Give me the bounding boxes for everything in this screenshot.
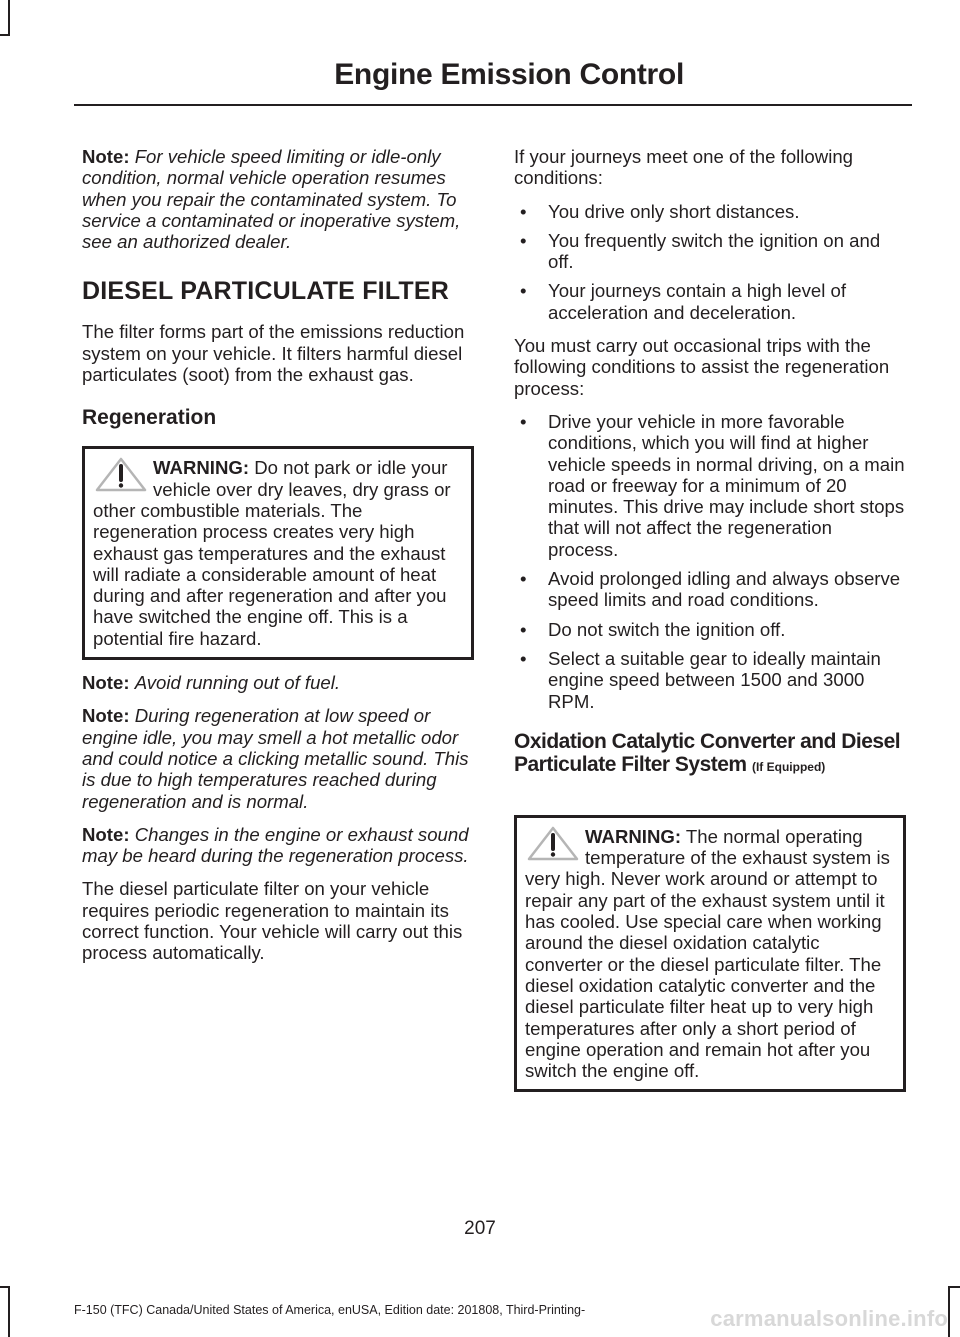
subsection-title: Oxidation Catalytic Converter and Diesel Particulate Filter System [514, 729, 901, 776]
bullet-glyph: • [520, 618, 527, 640]
page-number: 207 [464, 1218, 496, 1239]
list-item [514, 280, 906, 323]
subsection-regeneration: Regeneration [82, 406, 217, 430]
bullet-glyph: • [520, 647, 527, 669]
crop-mark [948, 1286, 960, 1288]
watermark: carmanualsonline.info [710, 1306, 948, 1331]
note-label: Note: [82, 146, 130, 167]
crop-mark [0, 34, 10, 36]
note-text: Changes in the engine or exhaust sound may be heard during the regeneration process. [82, 823, 469, 867]
list-item [514, 648, 906, 712]
bullet-glyph: • [520, 200, 527, 222]
warning-label: WARNING: [585, 825, 682, 847]
conditions-intro: If your journeys meet one of the following conditions: [514, 146, 854, 189]
list-item-text: You frequently switch the ignition on and off. [548, 229, 881, 273]
note-sound [82, 824, 474, 867]
list-item-text: Avoid prolonged idling and always observe speed limits and road conditions. [548, 568, 901, 611]
bullet-glyph: • [520, 568, 527, 590]
warning-text: The normal operating temperature of the exhaust system is very high. Never work around or attempt to repair any part of the exhaust system until it has cooled. Use special care when working around the diesel oxidation catalytic converter or the diesel particulate filter. The diesel oxidation catalytic converter and the diesel particulate filter heat up to very high temperatures after only a short period of engine operation and remain hot after you switch the engine off. [525, 825, 890, 1082]
header-divider [74, 104, 912, 106]
page-header-title: Engine Emission Control [334, 58, 684, 91]
note-odor [82, 705, 474, 811]
warning-label: WARNING: [153, 457, 250, 479]
list-item [514, 411, 906, 560]
note-label: Note: [82, 705, 130, 727]
crop-mark [0, 1286, 10, 1288]
list-item [514, 619, 906, 640]
list-item-text: Your journeys contain a high level of acceleration and deceleration. [548, 280, 847, 323]
list-item-text: Drive your vehicle in more favorable conditions, which you will find at higher vehicle speeds in normal driving, on a main road or freeway for a minimum of 20 minutes. This drive may include short stops that will not affect the regeneration process. [548, 410, 905, 560]
note-fuel [82, 672, 474, 693]
list-item [514, 568, 906, 611]
warning-triangle-icon [93, 457, 149, 493]
list-item [514, 201, 906, 222]
crop-mark [8, 1286, 10, 1337]
note-text: Avoid running out of fuel. [134, 672, 341, 694]
list-item-text: Do not switch the ignition off. [548, 618, 786, 640]
list-item-text: Select a suitable gear to ideally maintain engine speed between 1500 and 3000 RPM. [548, 647, 881, 712]
warning-text: Do not park or idle your vehicle over dry leaves, dry grass or other combustible materials. The regeneration process creates very high exhaust gas temperatures and the exhaust will radiate a considerable amount of heat during and after regeneration and after you have switched the engine off. This is a potential fire hazard. [93, 457, 451, 649]
note-label: Note: [82, 823, 130, 845]
dpf-closing: The diesel particulate filter on your vehicle requires periodic regeneration to maintain its correct function. Your vehicle will carry out this process automatically. [82, 878, 463, 964]
section-title: DIESEL PARTICULATE FILTER [82, 277, 450, 306]
note-label: Note: [82, 672, 130, 694]
trips-list [514, 411, 906, 712]
note-text: During regeneration at low speed or engine idle, you may smell a hot metallic odor and could notice a clicking metallic sound. This is due to high temperatures reached during regeneration and is normal. [82, 705, 469, 812]
trips-intro: You must carry out occasional trips with the following conditions to assist the regeneration process: [514, 335, 890, 399]
note-vehicle-speed [82, 146, 474, 252]
warning-triangle-icon [525, 826, 581, 862]
warning-box-exhaust [514, 815, 906, 1093]
subsection-condition: (If Equipped) [751, 759, 826, 774]
conditions-list [514, 201, 906, 323]
bullet-glyph: • [520, 410, 527, 432]
dpf-intro: The filter forms part of the emissions reduction system on your vehicle. It filters harmful diesel particulates (soot) from the exhaust gas. [82, 321, 465, 386]
footer-edition: F-150 (TFC) Canada/United States of America, enUSA, Edition date: 201808, Third-Printing- [74, 1303, 586, 1317]
crop-mark [948, 1286, 950, 1337]
list-item-text: You drive only short distances. [548, 200, 800, 222]
bullet-glyph: • [520, 280, 527, 302]
list-item [514, 230, 906, 273]
bullet-glyph: • [520, 229, 527, 251]
crop-mark [8, 0, 10, 36]
note-text: For vehicle speed limiting or idle-only condition, normal vehicle operation resumes when you repair the contaminated system. To service a contaminated or inoperative system, see an authorized dealer. [82, 146, 461, 253]
warning-box-regeneration [82, 446, 474, 660]
right-column [514, 146, 906, 1104]
subsection-oxidation-catalytic [514, 730, 906, 779]
left-column [82, 146, 474, 976]
